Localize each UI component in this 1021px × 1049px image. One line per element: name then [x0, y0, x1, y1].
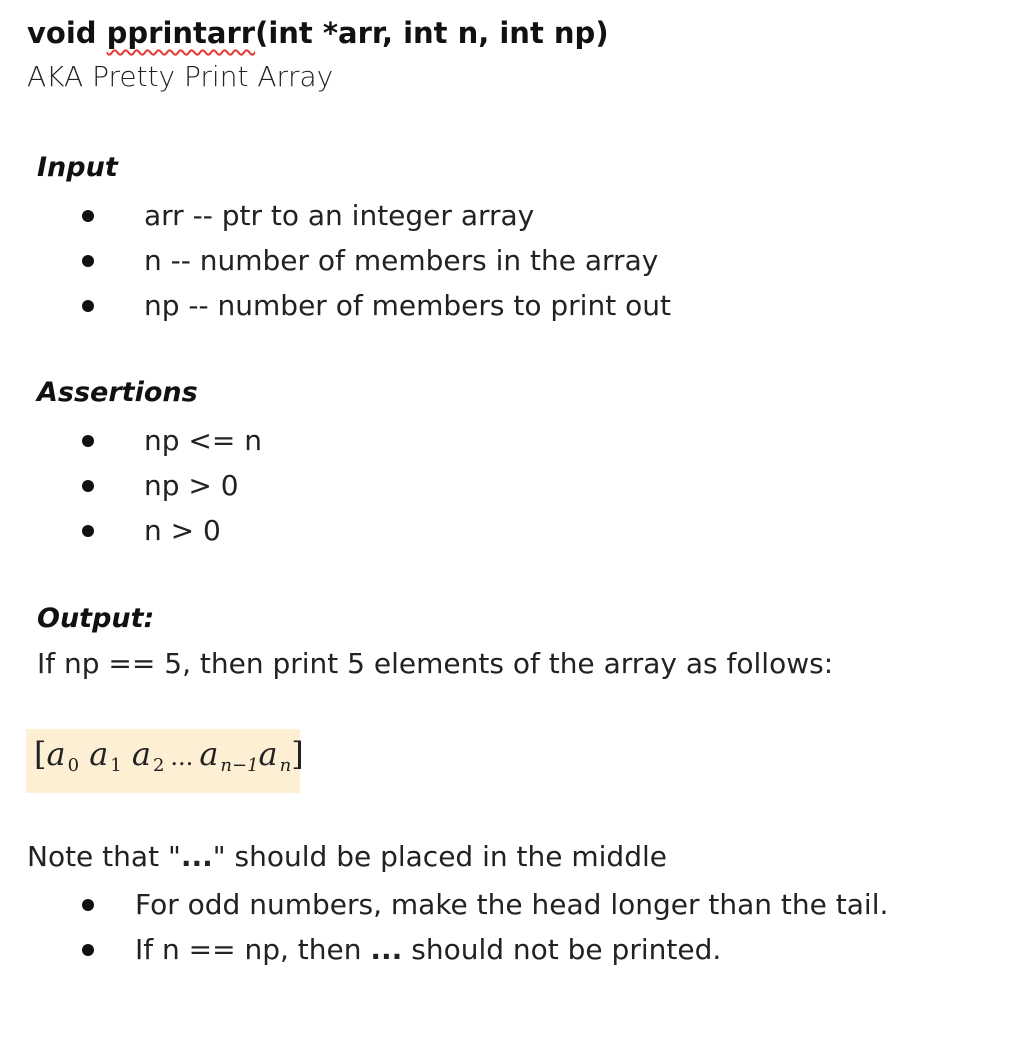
formula-symbol: a — [46, 735, 66, 773]
bullet-icon — [82, 899, 94, 911]
input-item-text: arr -- ptr to an integer array — [144, 199, 535, 232]
note-item-before: If n == np, then — [135, 933, 371, 966]
bullet-icon — [82, 435, 94, 447]
note-item-text — [135, 927, 721, 972]
note-item-strong: ... — [370, 933, 403, 966]
note-text — [27, 840, 667, 873]
formula-symbol: a — [89, 735, 109, 773]
assertion-item-text: np <= n — [144, 424, 262, 457]
formula-subscript: 0 — [67, 755, 80, 776]
note-ellipsis: ... — [180, 840, 213, 873]
note-item-before: For odd numbers, make the head longer than the tail. — [135, 888, 889, 921]
formula-subscript: n — [279, 755, 292, 776]
signature-prefix: void — [27, 16, 107, 50]
output-heading: Output: — [37, 603, 155, 634]
formula-open-bracket: [ — [34, 735, 47, 773]
bullet-icon — [82, 255, 94, 267]
note-text-after: " should be placed in the middle — [212, 840, 667, 873]
assertion-item-text: np > 0 — [144, 469, 239, 502]
assertion-item-text: n > 0 — [144, 514, 221, 547]
formula-subscript: 1 — [110, 755, 122, 776]
bullet-icon — [82, 210, 94, 222]
formula-close-bracket: ] — [291, 735, 304, 773]
function-signature — [27, 16, 609, 50]
bullet-icon — [82, 944, 94, 956]
signature-params: (int *arr, int n, int np) — [255, 16, 609, 50]
note-item-text — [135, 882, 888, 927]
input-heading: Input — [37, 152, 118, 183]
input-item-text: n -- number of members in the array — [144, 244, 659, 277]
formula-symbol: a — [131, 735, 151, 773]
note-text-before: Note that " — [27, 840, 181, 873]
aka-subtitle: AKA Pretty Print Array — [27, 60, 334, 93]
bullet-icon — [82, 480, 94, 492]
note-item-after: should not be printed. — [402, 933, 722, 966]
formula-subscript: 2 — [152, 755, 165, 776]
input-item-text: np -- number of members to print out — [144, 289, 671, 322]
array-formula — [34, 735, 304, 776]
assertions-heading: Assertions — [37, 377, 198, 408]
formula-symbol: a — [258, 735, 278, 773]
formula-subscript: n−1 — [220, 755, 259, 776]
formula-highlight — [26, 729, 304, 793]
output-description: If np == 5, then print 5 elements of the array as follows: — [37, 647, 834, 680]
bullet-icon — [82, 525, 94, 537]
bullet-icon — [82, 300, 94, 312]
formula-symbol: a — [199, 735, 219, 773]
function-name-misspelled[interactable]: pprintarr — [106, 16, 256, 50]
formula-ellipsis: ... — [170, 743, 194, 771]
